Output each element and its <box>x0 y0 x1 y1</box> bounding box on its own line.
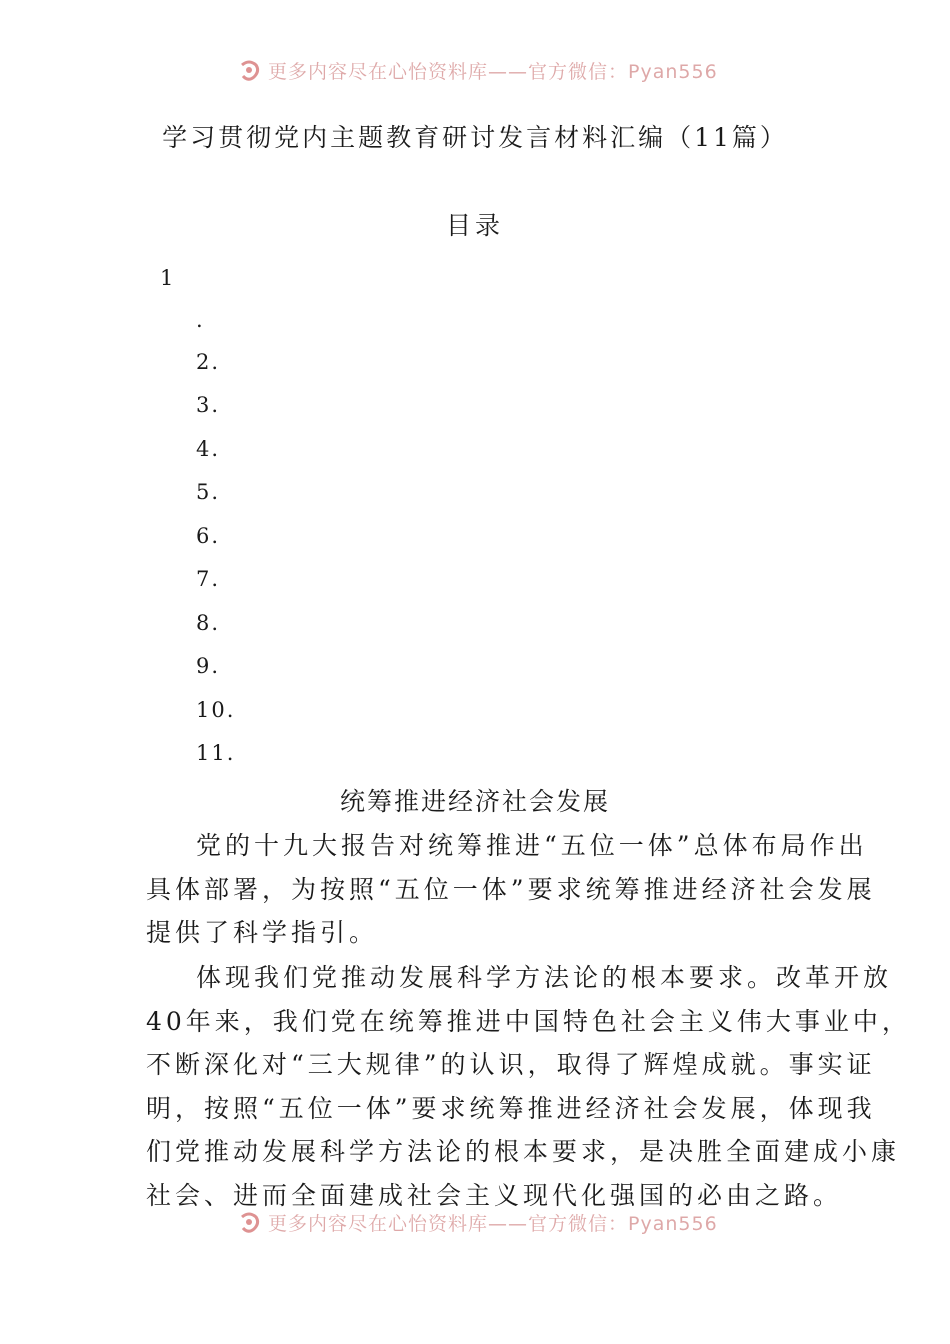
paragraph-1-line: 党的十九大报告对统筹推进“五位一体”总体布局作出 <box>196 831 868 860</box>
toc-item-6[interactable]: 6. <box>196 524 221 548</box>
watermark-text: 更多内容尽在心怡资料库——官方微信：Pyan556 <box>268 60 718 83</box>
paragraph-2-line: 体现我们党推动发展科学方法论的根本要求。改革开放 <box>196 963 893 992</box>
paragraph-1-line: 具体部署，为按照“五位一体”要求统筹推进经济社会发展 <box>146 875 876 904</box>
toc-item-9[interactable]: 9. <box>196 654 221 678</box>
paragraph-2-line: 明，按照“五位一体”要求统筹推进经济社会发展，体现我 <box>146 1094 876 1123</box>
document-title: 学习贯彻党内主题教育研讨发言材料汇编（11篇） <box>162 123 788 152</box>
toc-item-8[interactable]: 8. <box>196 611 221 635</box>
header-watermark <box>236 56 736 84</box>
paragraph-2-line: 40年来，我们党在统筹推进中国特色社会主义伟大事业中， <box>146 1007 911 1036</box>
paragraph-2-line: 不断深化对“三大规律”的认识，取得了辉煌成就。事实证 <box>146 1050 876 1079</box>
toc-item-5[interactable]: 5. <box>196 480 221 504</box>
watermark-logo-icon <box>236 1209 262 1235</box>
toc-item-1-dot[interactable]: . <box>196 308 205 332</box>
toc-item-2[interactable]: 2. <box>196 350 221 374</box>
toc-heading: 目录 <box>445 211 504 240</box>
watermark-logo-icon <box>236 57 262 83</box>
paragraph-2-line: 社会、进而全面建成社会主义现代化强国的必由之路。 <box>146 1181 843 1210</box>
footer-watermark <box>236 1208 736 1236</box>
watermark-text: 更多内容尽在心怡资料库——官方微信：Pyan556 <box>268 1212 718 1235</box>
paragraph-1-line: 提供了科学指引。 <box>146 918 379 947</box>
toc-item-1[interactable]: 1 <box>160 266 176 290</box>
toc-item-3[interactable]: 3. <box>196 393 221 417</box>
toc-item-11[interactable]: 11. <box>196 741 236 765</box>
toc-item-4[interactable]: 4. <box>196 437 221 461</box>
paragraph-2-line: 们党推动发展科学方法论的根本要求，是决胜全面建成小康 <box>146 1137 901 1166</box>
section-title: 统筹推进经济社会发展 <box>339 787 610 816</box>
toc-item-7[interactable]: 7. <box>196 567 221 591</box>
toc-item-10[interactable]: 10. <box>196 698 236 722</box>
